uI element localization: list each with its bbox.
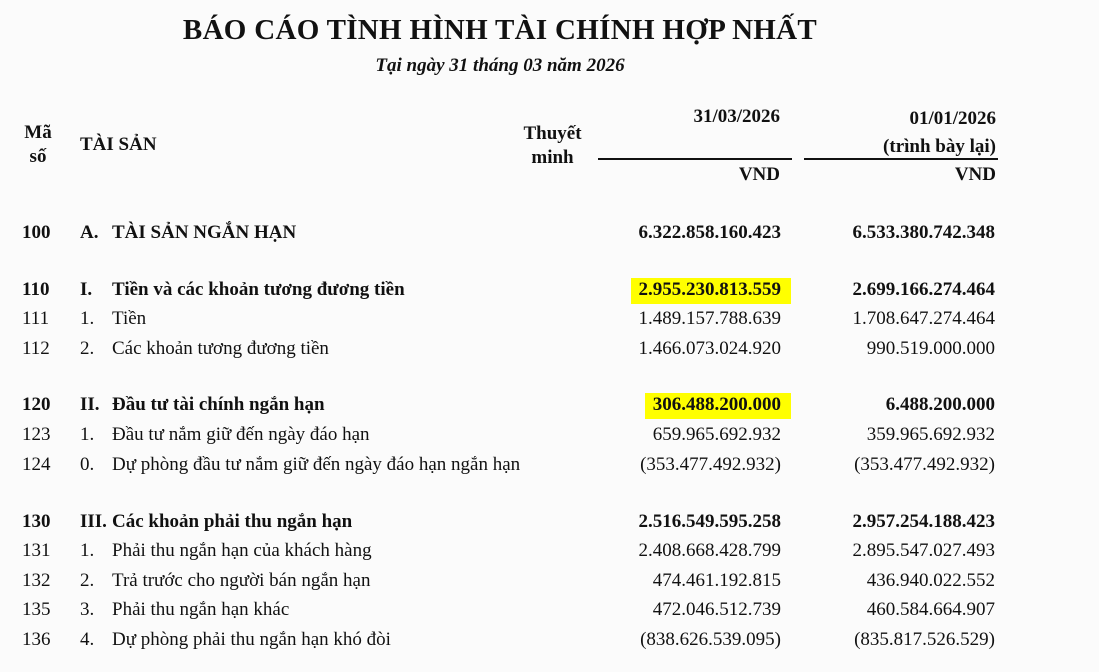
value-current-period: (838.626.539.095) xyxy=(640,629,781,650)
date-2-label: 01/01/2026 xyxy=(909,108,996,129)
value-prior-period: 990.519.000.000 xyxy=(866,338,995,359)
value-current-period: 2.408.668.428.799 xyxy=(638,540,781,561)
table-row xyxy=(0,421,1099,449)
value-prior-period: 1.708.647.274.464 xyxy=(852,308,995,329)
code-header-line2: số xyxy=(29,146,47,167)
value-current-period: (353.477.492.932) xyxy=(640,454,781,475)
value-current-period: 474.461.192.815 xyxy=(652,570,781,591)
row-code: 130 xyxy=(22,511,51,532)
value-prior-period: 2.699.166.274.464 xyxy=(852,279,995,300)
value-prior-period: 2.895.547.027.493 xyxy=(852,540,995,561)
row-index: 3. xyxy=(80,599,95,620)
row-label: Tiền và các khoản tương đương tiền xyxy=(112,279,405,300)
value-prior-period: 359.965.692.932 xyxy=(866,424,995,445)
table-row xyxy=(0,451,1099,479)
row-code: 110 xyxy=(22,279,50,300)
row-code: 135 xyxy=(22,599,51,620)
row-code: 112 xyxy=(22,338,50,359)
row-label: Các khoản phải thu ngắn hạn xyxy=(112,511,353,532)
row-code: 124 xyxy=(22,454,51,475)
table-row xyxy=(0,626,1099,654)
row-index: I. xyxy=(80,279,93,300)
table-row xyxy=(0,335,1099,363)
row-index: 2. xyxy=(80,570,95,591)
row-code: 131 xyxy=(22,540,51,561)
table-row xyxy=(0,567,1099,595)
code-header-line1: Mã xyxy=(24,122,52,143)
row-index: A. xyxy=(80,222,99,243)
document-subtitle: Tại ngày 31 tháng 03 năm 2026 xyxy=(375,55,625,76)
header-divider-1 xyxy=(598,158,792,160)
column-header-date-2 xyxy=(800,105,996,161)
table-row xyxy=(0,219,1099,247)
row-index: 4. xyxy=(80,629,95,650)
row-label: Các khoản tương đương tiền xyxy=(112,338,329,359)
column-header-note xyxy=(505,122,600,170)
value-prior-period: 436.940.022.552 xyxy=(866,570,995,591)
row-index: 1. xyxy=(80,424,95,445)
value-prior-period: (353.477.492.932) xyxy=(854,454,995,475)
value-prior-period: 460.584.664.907 xyxy=(866,599,995,620)
date-2-note: (trình bày lại) xyxy=(883,136,996,157)
row-label: Phải thu ngắn hạn của khách hàng xyxy=(112,540,372,561)
column-header-assets: TÀI SẢN xyxy=(80,134,157,155)
value-current-period: 659.965.692.932 xyxy=(652,424,781,445)
value-current-period: 472.046.512.739 xyxy=(652,599,781,620)
table-row xyxy=(0,391,1099,419)
row-label: Dự phòng phải thu ngắn hạn khó đòi xyxy=(112,629,391,650)
value-current-period: 6.322.858.160.423 xyxy=(638,222,781,243)
row-index: 1. xyxy=(80,308,95,329)
row-code: 136 xyxy=(22,629,51,650)
row-index: 1. xyxy=(80,540,95,561)
table-row xyxy=(0,276,1099,304)
row-label: Trả trước cho người bán ngắn hạn xyxy=(112,570,371,591)
row-label: TÀI SẢN NGẮN HẠN xyxy=(112,222,297,243)
row-index: 0. xyxy=(80,454,95,475)
table-row xyxy=(0,537,1099,565)
value-prior-period: 6.533.380.742.348 xyxy=(852,222,995,243)
value-prior-period: 2.957.254.188.423 xyxy=(852,511,995,532)
row-index: II. xyxy=(80,394,100,415)
row-label: Phải thu ngắn hạn khác xyxy=(112,599,290,620)
row-label: Đầu tư nắm giữ đến ngày đáo hạn xyxy=(112,424,370,445)
row-code: 132 xyxy=(22,570,51,591)
value-current-period: 306.488.200.000 xyxy=(652,394,781,415)
value-prior-period: 6.488.200.000 xyxy=(885,394,995,415)
table-row xyxy=(0,508,1099,536)
value-current-period: 2.955.230.813.559 xyxy=(638,279,781,300)
row-code: 100 xyxy=(22,222,51,243)
row-label: Tiền xyxy=(112,308,147,329)
row-index: 2. xyxy=(80,338,95,359)
row-code: 120 xyxy=(22,394,51,415)
table-row xyxy=(0,596,1099,624)
value-prior-period: (835.817.526.529) xyxy=(854,629,995,650)
row-code: 111 xyxy=(22,308,50,329)
note-header-line1: Thuyết xyxy=(523,123,582,144)
column-header-date-1: 31/03/2026 xyxy=(693,106,780,127)
note-header-line2: minh xyxy=(531,147,574,168)
header-divider-2 xyxy=(804,158,998,160)
value-current-period: 1.489.157.788.639 xyxy=(638,308,781,329)
row-label: Dự phòng đầu tư nắm giữ đến ngày đáo hạn ngắn hạn xyxy=(112,454,521,475)
currency-label-1: VND xyxy=(738,164,780,185)
currency-label-2: VND xyxy=(954,164,996,185)
document-title: BÁO CÁO TÌNH HÌNH TÀI CHÍNH HỢP NHẤT xyxy=(182,14,818,46)
column-header-code xyxy=(18,121,58,169)
row-label: Đầu tư tài chính ngắn hạn xyxy=(112,394,325,415)
value-current-period: 2.516.549.595.258 xyxy=(638,511,781,532)
table-row xyxy=(0,305,1099,333)
value-current-period: 1.466.073.024.920 xyxy=(638,338,781,359)
row-code: 123 xyxy=(22,424,51,445)
row-index: III. xyxy=(80,511,107,532)
